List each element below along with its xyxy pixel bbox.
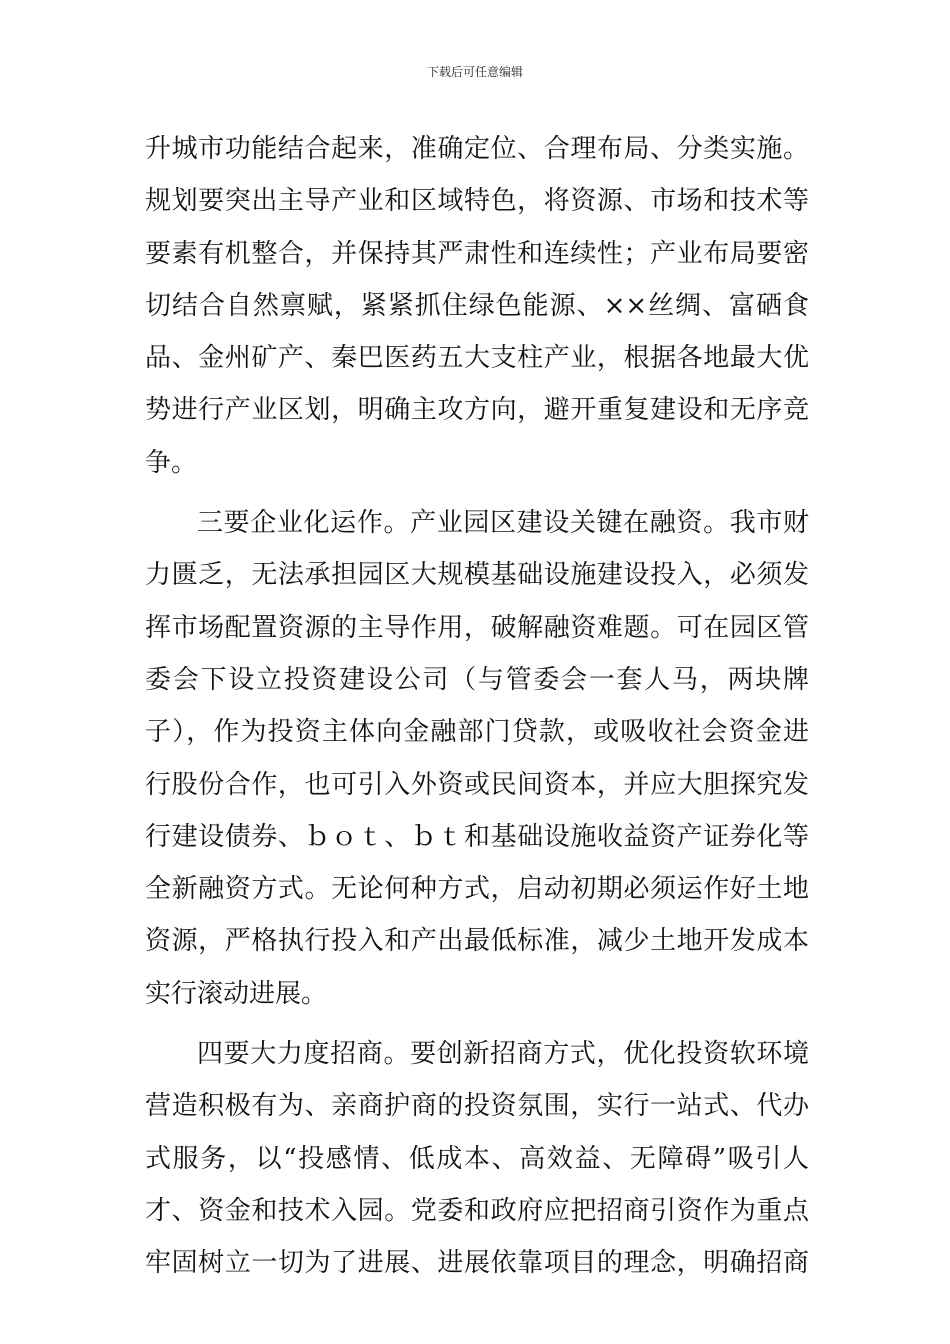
text-line: 规划要突出主导产业和区域特色，将资源、市场和技术等 [145,186,809,217]
text-line: 切结合自然禀赋，紧紧抓住绿色能源、××丝绸、富硒食 [145,290,809,321]
text-line: 实行滚动进展。 [145,978,328,1009]
paragraph-3 [145,1028,809,1289]
paragraph-1 [145,123,809,489]
text-line: 挥市场配置资源的主导作用，破解融资难题。可在园区管 [145,612,809,643]
text-line: 要素有机整合，并保持其严肃性和连续性；产业布局要密 [145,238,809,269]
text-line: 式服务，以“投感情、低成本、高效益、无障碍”吸引人 [145,1143,809,1174]
text-line: 才、资金和技术入园。党委和政府应把招商引资作为重点 [145,1195,809,1226]
text-line: 四要大力度招商。要创新招商方式，优化投资软环境 [197,1039,809,1070]
text-line: 升城市功能结合起来，准确定位、合理布局、分类实施。 [145,134,809,164]
text-line: 全新融资方式。无论何种方式，启动初期必须运作好土地 [145,874,809,905]
text-line: 子），作为投资主体向金融部门贷款，或吸收社会资金进 [145,717,809,748]
text-line: 行建设债券、ｂｏｔ、ｂｔ和基础设施收益资产证券化等 [145,821,809,852]
text-line: 势进行产业区划，明确主攻方向，避开重复建设和无序竞 [145,395,809,426]
text-line: 牢固树立一切为了进展、进展依靠项目的理念，明确招商 [145,1248,809,1279]
paragraph-2 [145,497,809,1020]
text-line: 三要企业化运作。产业园区建设关键在融资。我市财 [197,508,809,539]
text-line: 行股份合作，也可引入外资或民间资本，并应大胆探究发 [145,769,809,800]
text-line: 营造积极有为、亲商护商的投资氛围，实行一站式、代办 [145,1091,809,1122]
text-line: 委会下设立投资建设公司（与管委会一套人马，两块牌 [145,664,809,695]
text-line: 争。 [145,447,198,478]
page-header: 下载后可任意编辑 [426,65,523,79]
text-line: 力匮乏，无法承担园区大规模基础设施建设投入，必须发 [145,560,809,591]
document-body [145,123,809,1290]
text-line: 资源，严格执行投入和产出最低标准，减少土地开发成本 [145,926,809,957]
text-line: 品、金州矿产、秦巴医药五大支柱产业，根据各地最大优 [145,343,809,374]
